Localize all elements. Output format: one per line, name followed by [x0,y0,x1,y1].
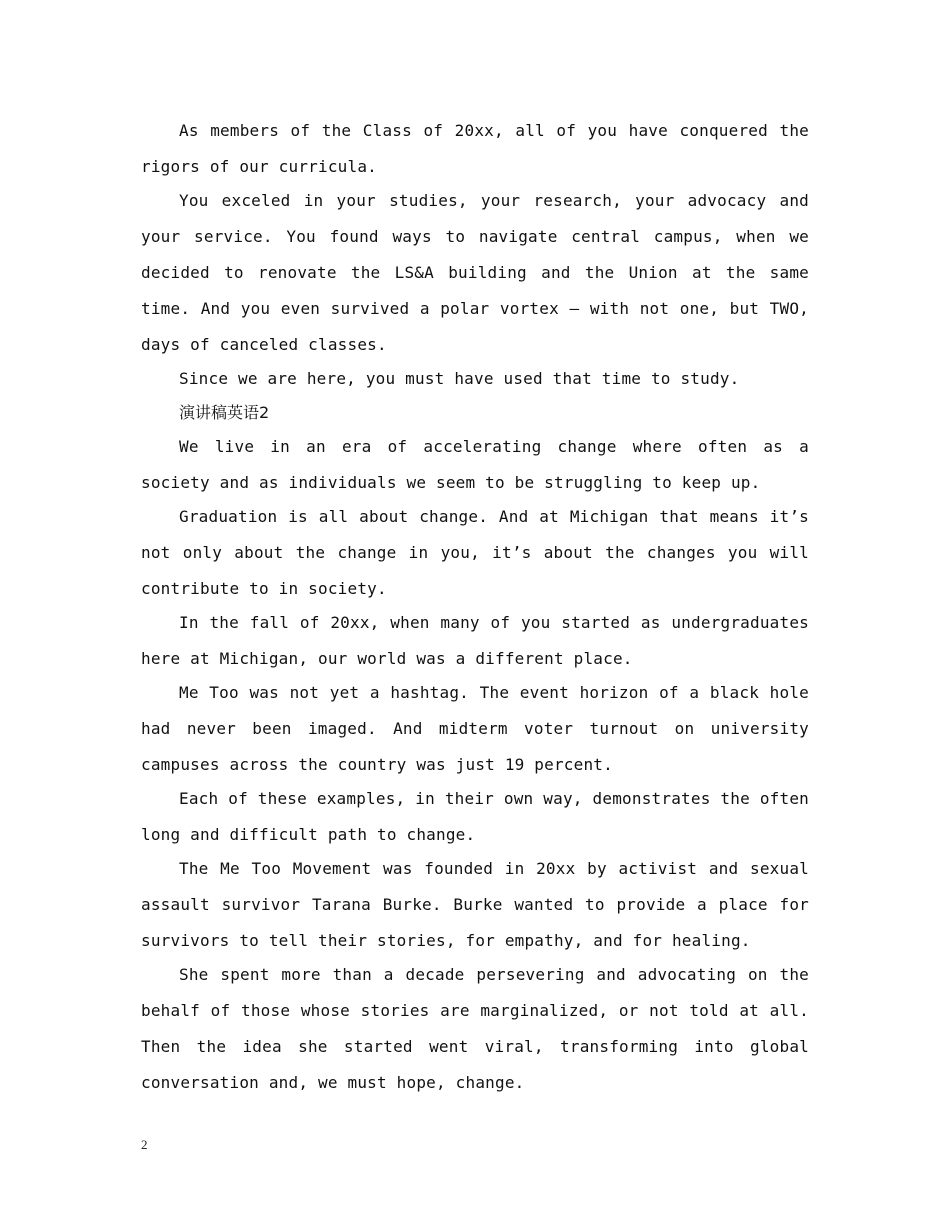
paragraph: Me Too was not yet a hashtag. The event horizon of a black hole had never been imaged. And midterm voter turnout on university campuses across the country was just 19 percent. [141,683,809,774]
page-number: 2 [141,1137,148,1152]
paragraph: Since we are here, you must have used that time to study. [179,369,740,388]
paragraph: She spent more than a decade persevering and advocating on the behalf of those whose stories are marginalized, or not told at all. Then the idea she started went viral, transforming into global conversation and, we must hope, change. [141,965,809,1092]
document-body [141,113,809,1099]
paragraph: Graduation is all about change. And at Michigan that means it’s not only about the change in you, it’s about the changes you will contribute to in society. [141,507,809,598]
paragraph: The Me Too Movement was founded in 20xx by activist and sexual assault survivor Tarana Burke. Burke wanted to provide a place for survivors to tell their stories, for empathy, and for healing. [141,859,809,950]
paragraph: You exceled in your studies, your research, your advocacy and your service. You found ways to navigate central campus, when we decided to renovate the LS&A building and the Union at the same time. And you even survived a polar vortex – with not one, but TWO, days of canceled classes. [141,191,809,354]
paragraph: In the fall of 20xx, when many of you started as undergraduates here at Michigan, our world was a different place. [141,613,809,668]
section-heading: 演讲稿英语2 [179,403,270,422]
paragraph: We live in an era of accelerating change where often as a society and as individuals we seem to be struggling to keep up. [141,437,809,492]
paragraph: As members of the Class of 20xx, all of you have conquered the rigors of our curricula. [141,121,809,176]
paragraph: Each of these examples, in their own way, demonstrates the often long and difficult path to change. [141,789,809,844]
